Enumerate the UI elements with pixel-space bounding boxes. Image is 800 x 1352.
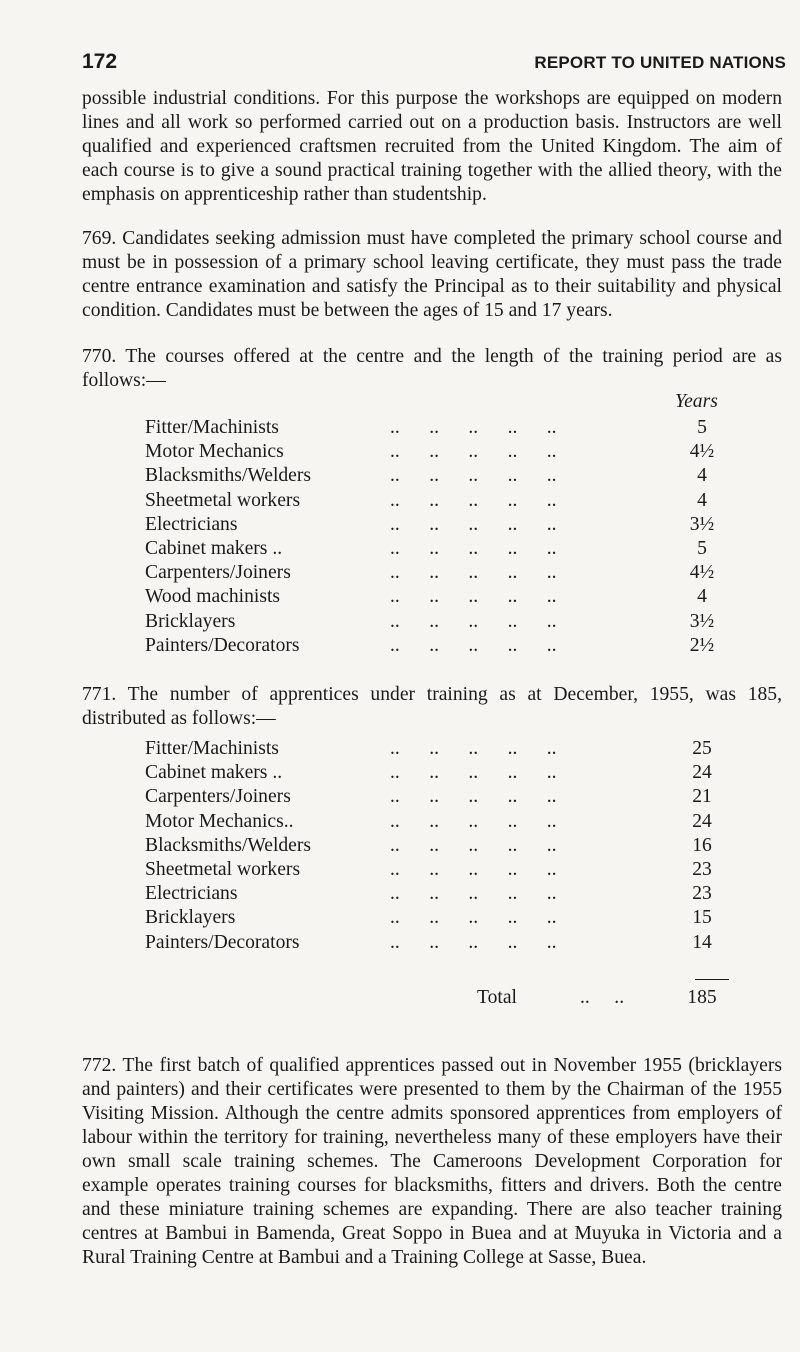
course-row (145, 537, 745, 561)
leader-dots: .. .. .. .. .. (390, 931, 557, 953)
apprentice-row (145, 834, 745, 858)
total-label: Total (477, 987, 517, 1008)
apprentice-trade-label: Painters/Decorators (145, 931, 300, 953)
leader-dots: .. .. .. .. .. (390, 907, 557, 929)
running-head: REPORT TO UNITED NATIONS (534, 53, 786, 72)
course-value: 4½ (689, 562, 715, 584)
total-value: 185 (687, 987, 717, 1008)
page-number: 172 (82, 50, 118, 73)
leader-dots: .. .. .. .. .. (390, 634, 557, 656)
leader-dots: .. .. .. .. .. (390, 883, 557, 905)
apprentice-value: 25 (692, 738, 712, 759)
apprentice-row (145, 810, 745, 834)
course-trade-label: Painters/Decorators (145, 634, 300, 656)
course-value: 3½ (689, 513, 715, 535)
course-trade-label: Cabinet makers .. (145, 537, 283, 559)
apprentice-trade-label: Electricians (145, 883, 238, 905)
paragraph-772: 772. The first batch of qualified apprentices passed out in November 1955 (bricklayers and painters) and their certificates were presented to them by the Chairman of the 1955 Visiting Mission. Although the centre admits sponsored apprentices from employers of labour within the territory for training, nevertheless many of these employers have their own small scale training schemes. The Cameroons Development Corporation for example operates training courses for blacksmiths, fitters and drivers. Both the centre and these miniature training schemes are expanding. There are also teacher training centres at Bambui in Bamenda, Great Soppo in Buea and at Muyuka in Victoria and a Rural Training Centre at Bambui and a Training College at Sasse, Buea. (82, 1055, 782, 1268)
course-value: 2½ (689, 634, 715, 656)
leader-dots: .. .. .. .. .. (390, 562, 557, 584)
total-rule (695, 979, 729, 980)
apprentice-value: 21 (692, 786, 712, 808)
course-trade-label: Blacksmiths/Welders (145, 465, 312, 487)
leader-dots: .. .. .. .. .. (390, 465, 557, 487)
apprentice-row (145, 906, 745, 930)
course-value: 4 (697, 489, 707, 511)
leader-dots: .. .. .. .. .. (390, 586, 557, 608)
leader-dots: .. .. .. .. .. (390, 537, 557, 559)
years-column-header: Years (675, 391, 718, 412)
leader-dots: .. .. (580, 987, 625, 1008)
leader-dots: .. .. .. .. .. (390, 858, 557, 880)
apprentice-value: 14 (692, 931, 712, 953)
leader-dots: .. .. .. .. .. (390, 834, 557, 856)
leader-dots: .. .. .. .. .. (390, 513, 557, 535)
apprentice-row (145, 858, 745, 882)
apprentice-row (145, 931, 745, 955)
leader-dots: .. .. .. .. .. (390, 417, 557, 438)
course-row (145, 464, 745, 488)
course-row (145, 585, 745, 609)
course-row (145, 634, 745, 658)
leader-dots: .. .. .. .. .. (390, 489, 557, 511)
apprentice-value: 23 (692, 858, 712, 880)
leader-dots: .. .. .. .. .. (390, 610, 557, 632)
apprentice-trade-label: Blacksmiths/Welders (145, 834, 312, 856)
leader-dots: .. .. .. .. .. (390, 786, 557, 808)
course-trade-label: Motor Mechanics (145, 441, 284, 463)
apprentice-trade-label: Bricklayers (145, 907, 236, 929)
apprentice-value: 24 (692, 810, 712, 832)
apprentice-row (145, 737, 745, 761)
apprentices-table (145, 737, 745, 955)
course-trade-label: Electricians (145, 513, 238, 535)
apprentice-value: 24 (692, 762, 712, 784)
course-trade-label: Carpenters/Joiners (145, 562, 291, 584)
apprentice-row (145, 882, 745, 906)
apprentice-trade-label: Motor Mechanics.. (145, 810, 294, 832)
course-value: 5 (697, 537, 707, 559)
paragraph-769: 769. Candidates seeking admission must have completed the primary school course and must be in possession of a primary school leaving certificate, they must pass the trade centre entrance examination and satisfy the Principal as to their suitability and physical condition. Candidates must be between the ages of 15 and 17 years. (82, 228, 782, 321)
course-row (145, 610, 745, 634)
apprentice-trade-label: Sheetmetal workers (145, 858, 301, 880)
apprentice-value: 15 (692, 907, 712, 929)
paragraph-intro: possible industrial conditions. For this purpose the workshops are equipped on modern lines and all work so performed carried out on a production basis. Instructors are well qualified and experienced craftsmen recruited from the United Kingdom. The aim of each course is to give a sound practical training together with the allied theory, with the emphasis on apprenticeship rather than studentship. (82, 88, 782, 205)
courses-table (145, 390, 745, 658)
course-value: 5 (697, 417, 707, 438)
leader-dots: .. .. .. .. .. (390, 762, 557, 784)
course-value: 4½ (689, 441, 715, 463)
apprentice-row (145, 785, 745, 809)
apprentice-trade-label: Fitter/Machinists (145, 738, 279, 759)
course-value: 4 (697, 465, 707, 487)
page-header (82, 50, 786, 74)
paragraph-770: 770. The courses offered at the centre and the length of the training period are as follows:— (82, 346, 782, 391)
course-trade-label: Fitter/Machinists (145, 417, 279, 438)
course-row (145, 416, 745, 440)
leader-dots: .. .. .. .. .. (390, 441, 557, 463)
apprentice-trade-label: Cabinet makers .. (145, 762, 283, 784)
apprentice-row (145, 761, 745, 785)
course-trade-label: Sheetmetal workers (145, 489, 301, 511)
paragraph-771: 771. The number of apprentices under training as at December, 1955, was 185, distributed as follows:— (82, 684, 782, 729)
apprentice-value: 16 (692, 834, 712, 856)
apprentice-trade-label: Carpenters/Joiners (145, 786, 291, 808)
apprentice-value: 23 (692, 883, 712, 905)
total-row (145, 987, 745, 1011)
course-trade-label: Wood machinists (145, 586, 281, 608)
course-value: 3½ (689, 610, 715, 632)
course-value: 4 (697, 586, 707, 608)
course-row (145, 561, 745, 585)
course-row (145, 489, 745, 513)
leader-dots: .. .. .. .. .. (390, 738, 557, 759)
course-row (145, 440, 745, 464)
leader-dots: .. .. .. .. .. (390, 810, 557, 832)
course-trade-label: Bricklayers (145, 610, 236, 632)
course-row (145, 513, 745, 537)
